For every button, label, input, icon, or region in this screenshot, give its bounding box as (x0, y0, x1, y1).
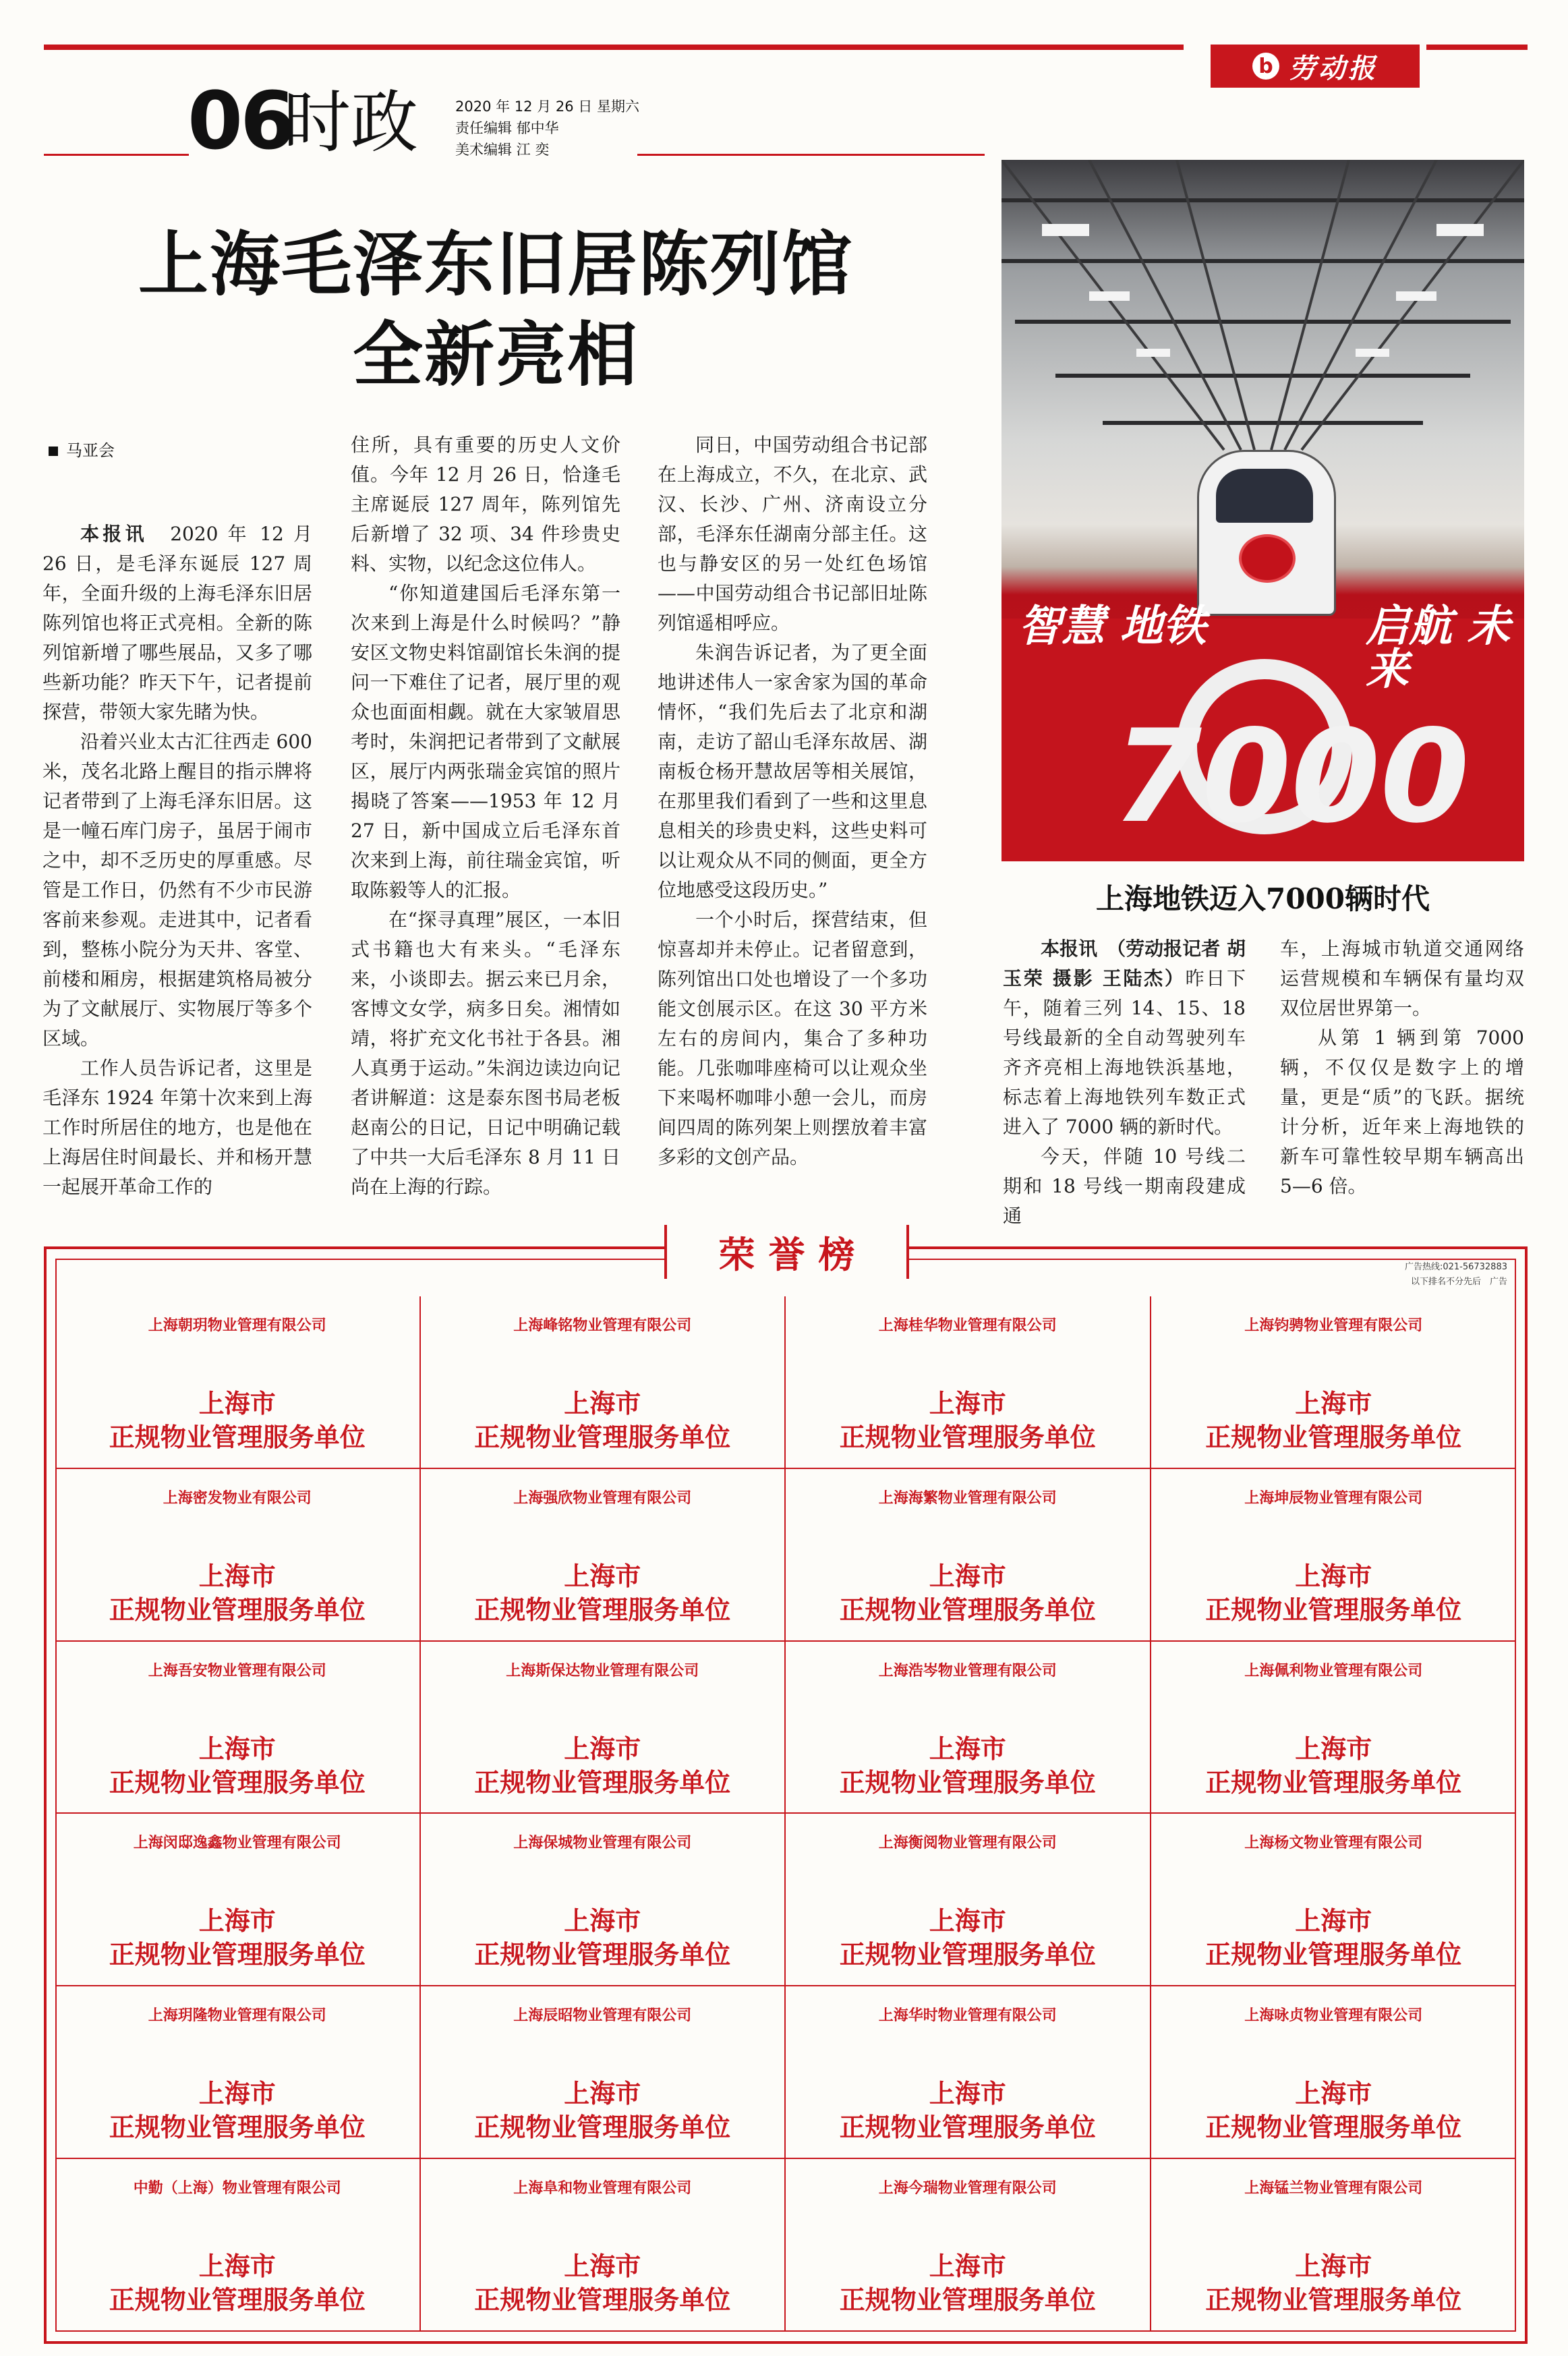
article-column-1 (42, 519, 312, 1202)
honor-city: 上海市 (1295, 2251, 1372, 2282)
headline-line-2: 全新亮相 (352, 313, 639, 396)
byline-author: 马亚会 (66, 441, 115, 460)
honor-designation: 正规物业管理服务单位 (1205, 1594, 1462, 1625)
honor-city: 上海市 (564, 2078, 641, 2109)
honor-designation: 正规物业管理服务单位 (474, 2112, 731, 2143)
ad-notice (1312, 1260, 1507, 1290)
honor-city: 上海市 (564, 1905, 641, 1936)
honor-roll-entry (786, 1296, 1151, 1469)
editor-line: 责任编辑 郁中华 (455, 120, 559, 136)
company-name: 上海强欣物业管理有限公司 (513, 1489, 692, 1507)
honor-city: 上海市 (198, 1905, 276, 1936)
honor-roll-entry (55, 1814, 421, 1986)
honor-designation: 正规物业管理服务单位 (1205, 1939, 1462, 1970)
honor-designation: 正规物业管理服务单位 (1205, 1766, 1462, 1798)
company-name: 上海浩岑物业管理有限公司 (878, 1662, 1057, 1679)
metro-credit: （劳动报记者 胡玉荣 摄影 王陆杰） (1003, 938, 1246, 989)
honor-city: 上海市 (929, 2251, 1006, 2282)
honor-designation: 正规物业管理服务单位 (474, 1939, 731, 1970)
article-column-3 (658, 430, 927, 1172)
metro-photo (1001, 160, 1524, 861)
honor-roll-entry (786, 1814, 1151, 1986)
company-name: 上海锰兰物业管理有限公司 (1244, 2180, 1423, 2197)
section-name: 时政 (283, 83, 418, 162)
honor-city: 上海市 (198, 1733, 276, 1764)
honor-designation: 正规物业管理服务单位 (474, 1422, 731, 1452)
company-name: 上海斯保达物业管理有限公司 (506, 1662, 699, 1679)
honor-designation: 正规物业管理服务单位 (839, 1939, 1096, 1970)
company-name: 上海吾安物业管理有限公司 (148, 1662, 326, 1679)
honor-city: 上海市 (198, 2251, 276, 2282)
company-name: 上海钧骋物业管理有限公司 (1244, 1317, 1423, 1334)
honor-roll-entry (421, 1814, 786, 1986)
article-paragraph: “你知道建国后毛泽东第一次来到上海是什么时候吗？”静安区文物史料馆副馆长朱润的提问一下难住了记者，展厅里的观众也面面相觑。就在大家皱眉思考时，朱润把记者带到了文献展区，展厅内两张瑞金宾馆的照片揭晓了答案——1953 年 12 月 27 日，新中国成立后毛泽东首次来到上海，前往瑞金宾馆，听取陈毅等人的汇报。 (351, 582, 620, 901)
honor-designation: 正规物业管理服务单位 (109, 1939, 366, 1970)
honor-city: 上海市 (564, 1560, 641, 1591)
metro-paragraph: 从第 1 辆到第 7000 辆，不仅仅是数字上的增量，更是“质”的飞跃。据统计分析，近年来上海地铁的新车可靠性较早期车辆高出 5—6 倍。 (1280, 1027, 1524, 1197)
company-name: 上海坤辰物业管理有限公司 (1244, 1489, 1423, 1507)
honor-roll-entry (421, 2159, 786, 2332)
honor-city: 上海市 (1295, 2078, 1372, 2109)
article-paragraph: 同日，中国劳动组合书记部在上海成立，不久，在北京、武汉、长沙、广州、济南设立分部，毛泽东任湖南分部主任。这也与静安区的另一处红色场馆——中国劳动组合书记部旧址陈列馆遥相呼应。 (658, 434, 927, 634)
honor-city: 上海市 (564, 1733, 641, 1764)
honor-city: 上海市 (198, 1388, 276, 1418)
honor-designation: 正规物业管理服务单位 (109, 1766, 366, 1798)
section-rule-right (637, 154, 985, 156)
company-name: 上海华时物业管理有限公司 (878, 2007, 1057, 2025)
article-paragraph: 一个小时后，探营结束，但惊喜却并未停止。记者留意到，陈列馆出口处也增设了一个多功能文创展示区。在这 30 平方米左右的房间内，集合了多种功能。几张咖啡座椅可以让观众坐下来喝杯咖啡小憩一会儿，而房间四周的陈列架上则摆放着丰富多彩的文创产品。 (658, 909, 927, 1168)
metro-lead-label: 本报讯 (1041, 938, 1098, 960)
honor-roll-entry (786, 1469, 1151, 1642)
honor-roll-entry (1151, 1814, 1517, 1986)
section-rule-left (44, 154, 189, 156)
honor-city: 上海市 (929, 1388, 1006, 1418)
metro-column-2 (1280, 934, 1524, 1201)
byline-square-icon (49, 447, 58, 456)
article-paragraph: 朱润告诉记者，为了更全面地讲述伟人一家舍家为国的革命情怀，“我们先后去了北京和湖南，走访了韶山毛泽东故居、湖南板仓杨开慧故居等相关展馆，在那里我们看到了一些和这里息息相关的珍贵史料，这些史料可以让观众从不同的侧面，更全方位地感受这段历史。” (658, 641, 927, 901)
banner-left: 智慧 地铁 (1018, 602, 1207, 652)
company-name: 上海辰昭物业管理有限公司 (513, 2007, 692, 2025)
article-paragraph: 工作人员告诉记者，这里是毛泽东 1924 年第十次来到上海工作时所居住的地方，也是他在上海居住时间最长、并和杨开慧一起展开革命工作的 (42, 1057, 312, 1198)
company-name: 上海咏贞物业管理有限公司 (1244, 2007, 1423, 2025)
honor-city: 上海市 (1295, 1560, 1372, 1591)
metro-caption: 上海地铁迈入7000辆时代 (1096, 882, 1430, 915)
company-name: 上海闵邸逸鑫物业管理有限公司 (133, 1835, 341, 1852)
honor-designation: 正规物业管理服务单位 (839, 2285, 1096, 2316)
honor-city: 上海市 (1295, 1733, 1372, 1764)
honor-roll-title-box (664, 1225, 909, 1279)
article-column-2 (351, 430, 620, 1202)
honor-designation: 正规物业管理服务单位 (1205, 1422, 1462, 1452)
company-name: 上海阜和物业管理有限公司 (513, 2180, 692, 2197)
honor-designation: 正规物业管理服务单位 (839, 2112, 1096, 2143)
company-name: 上海衡阅物业管理有限公司 (878, 1835, 1057, 1852)
company-name: 上海密发物业有限公司 (163, 1489, 312, 1507)
honor-designation: 正规物业管理服务单位 (474, 2285, 731, 2316)
honor-roll-entry (786, 1986, 1151, 2159)
page-number: 06 (187, 74, 293, 167)
company-name: 上海峰铭物业管理有限公司 (513, 1317, 692, 1334)
honor-roll-entry (55, 1642, 421, 1814)
honor-roll-entry (55, 1986, 421, 2159)
honor-designation: 正规物业管理服务单位 (109, 1422, 366, 1452)
honor-city: 上海市 (929, 1560, 1006, 1591)
company-name: 上海海繁物业管理有限公司 (878, 1489, 1057, 1507)
honor-roll-entry (55, 1469, 421, 1642)
honor-designation: 正规物业管理服务单位 (474, 1766, 731, 1798)
ad-disclaimer: 以下排名不分先后 广告 (1410, 1277, 1507, 1287)
honor-roll-entry (1151, 1642, 1517, 1814)
company-name: 中勤（上海）物业管理有限公司 (133, 2180, 341, 2197)
honor-designation: 正规物业管理服务单位 (839, 1594, 1096, 1625)
company-name: 上海今瑞物业管理有限公司 (878, 2180, 1057, 2197)
honor-roll-entry (421, 1296, 786, 1469)
company-name: 上海佩利物业管理有限公司 (1244, 1662, 1423, 1679)
metro-column-1 (1003, 934, 1246, 1231)
honor-city: 上海市 (564, 2251, 641, 2282)
headline-line-1: 上海毛泽东旧居陈列馆 (138, 223, 853, 306)
honor-roll-entry (1151, 1469, 1517, 1642)
company-name: 上海朝玥物业管理有限公司 (148, 1317, 326, 1334)
metro-paragraph: 车，上海城市轨道交通网络运营规模和车辆保有量均双双位居世界第一。 (1280, 938, 1524, 1019)
honor-designation: 正规物业管理服务单位 (1205, 2285, 1462, 2316)
red-bow-icon (1239, 534, 1296, 583)
honor-city: 上海市 (1295, 1905, 1372, 1936)
honor-roll-entry (421, 1469, 786, 1642)
honor-designation: 正规物业管理服务单位 (474, 1594, 731, 1625)
honor-roll-entry (55, 1296, 421, 1469)
honor-roll-entry (1151, 1296, 1517, 1469)
top-red-rule (44, 45, 1184, 50)
article-paragraph: 沿着兴业太古汇往西走 600 米，茂名北路上醒目的指示牌将记者带到了上海毛泽东旧居。这是一幢石库门房子，虽居于闹市之中，却不乏历史的厚重感。尽管是工作日，仍然有不少市民游客前来参观。走进其中，记者看到，整栋小院分为天井、客堂、前楼和厢房，根据建筑格局被分为了文献展厅、实物展厅等多个区域。 (42, 730, 312, 1050)
banner-right: 启航 未来 (1366, 602, 1511, 695)
honor-roll-entry (1151, 2159, 1517, 2332)
lead-label: 本报讯 (80, 523, 148, 545)
logo-text: 劳动报 (1289, 52, 1378, 84)
top-red-rule-right (1426, 45, 1528, 50)
company-name: 上海保城物业管理有限公司 (513, 1835, 692, 1852)
honor-roll-entry (421, 1986, 786, 2159)
honor-roll-entry (1151, 1986, 1517, 2159)
honor-designation: 正规物业管理服务单位 (839, 1422, 1096, 1452)
honor-roll-entry (786, 1642, 1151, 1814)
honor-city: 上海市 (929, 1905, 1006, 1936)
honor-city: 上海市 (1295, 1388, 1372, 1418)
article-paragraph: 在“探寻真理”展区，一本旧式书籍也大有来头。“毛泽东来，小谈即去。据云来已月余，客博文女学，病多日矣。湘情如靖，将扩充文化书社于各县。湘人真勇于运动。”朱润边读边向记者讲解道：这是泰东图书局老板赵南公的日记，日记中明确记载了中共一大后毛泽东 8 月 11 日尚在上海的行踪。 (351, 909, 620, 1198)
company-name: 上海杨文物业管理有限公司 (1244, 1835, 1423, 1852)
honor-designation: 正规物业管理服务单位 (1205, 2112, 1462, 2143)
honor-city: 上海市 (929, 1733, 1006, 1764)
logo-icon: b (1252, 53, 1279, 80)
date-line: 2020 年 12 月 26 日 星期六 (455, 98, 639, 115)
honor-roll-entry (421, 1642, 786, 1814)
article-paragraph: 住所，具有重要的历史人文价值。今年 12 月 26 日，恰逢毛主席诞辰 127 周年，陈列馆先后新增了 32 项、34 件珍贵史料、实物，以纪念这位伟人。 (351, 434, 620, 575)
metro-paragraph: 今天，伴随 10 号线二期和 18 号线一期南段建成通 (1003, 1145, 1246, 1227)
art-editor-line: 美术编辑 江 奕 (455, 142, 550, 158)
train-windshield (1216, 469, 1313, 523)
honor-roll-title: 荣誉榜 (718, 1232, 869, 1276)
honor-designation: 正规物业管理服务单位 (839, 1766, 1096, 1798)
article-headline (44, 219, 948, 400)
honor-city: 上海市 (564, 1388, 641, 1418)
honor-designation: 正规物业管理服务单位 (109, 2112, 366, 2143)
honor-city: 上海市 (198, 1560, 276, 1591)
honor-roll-entry (786, 2159, 1151, 2332)
edition-info (455, 96, 639, 161)
honor-city: 上海市 (929, 2078, 1006, 2109)
honor-roll-entry (55, 2159, 421, 2332)
metro-paragraph: 本报讯 （劳动报记者 胡玉荣 摄影 王陆杰）昨日下午，随着三列 14、15、18 号线最新的全自动驾驶列车齐齐亮相上海地铁浜基地，标志着上海地铁列车数正式进入了 7000 辆的新时代。 (1003, 938, 1246, 1138)
company-name: 上海桂华物业管理有限公司 (878, 1317, 1057, 1334)
honor-roll-grid (55, 1296, 1516, 2332)
honor-city: 上海市 (198, 2078, 276, 2109)
sculpture-number: 7000 (1113, 702, 1470, 851)
honor-designation: 正规物业管理服务单位 (109, 1594, 366, 1625)
ad-hotline: 广告热线:021-56732883 (1404, 1262, 1507, 1272)
company-name: 上海玥隆物业管理有限公司 (148, 2007, 326, 2025)
article-paragraph: 本报讯 2020 年 12 月 26 日，是毛泽东诞辰 127 周年，全面升级的上海毛泽东旧居陈列馆也将正式亮相。全新的陈列馆新增了哪些展品，又多了哪些新功能？昨天下午，记者提前探营，带领大家先睹为快。 (42, 523, 312, 723)
byline (49, 437, 115, 461)
honor-designation: 正规物业管理服务单位 (109, 2285, 366, 2316)
newspaper-logo (1211, 45, 1420, 88)
